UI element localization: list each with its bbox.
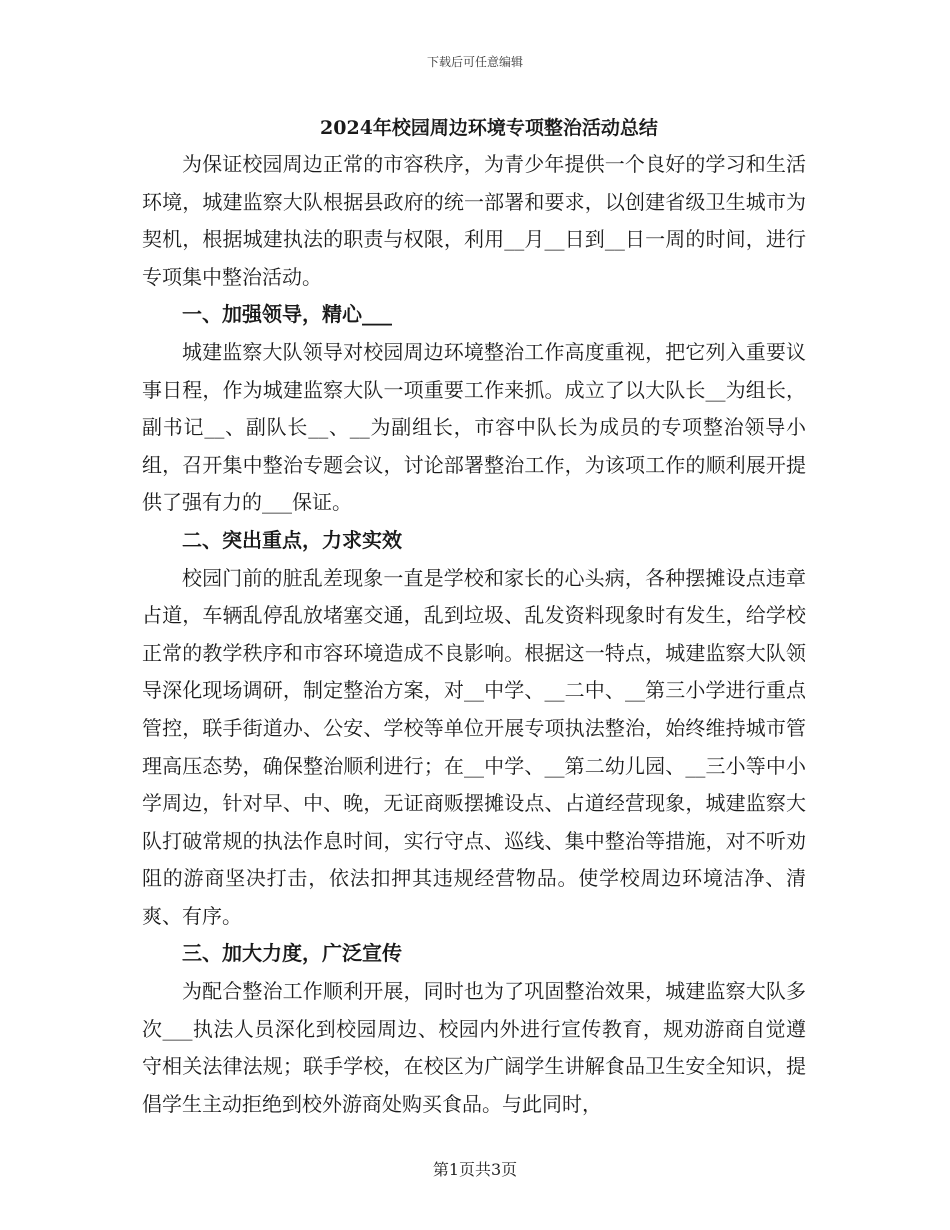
section-heading-2: 二、突出重点，力求实效	[182, 527, 402, 552]
paragraph-intro: 为保证校园周边正常的市容秩序，为青少年提供一个良好的学习和生活环境，城建监察大队根据县政府的统一部署和要求，以创建省级卫生城市为契机，根据城建执法的职责与权限，利用__月__日到__日一周的时间，进行专项集中整治活动。	[142, 152, 806, 289]
section-heading-1: 一、加强领导，精心___	[182, 302, 392, 327]
header-note: 下载后可任意编辑	[426, 55, 523, 69]
paragraph-section-1: 城建监察大队领导对校园周边环境整治工作高度重视，把它列入重要议事日程，作为城建监察大队一项重要工作来抓。成立了以大队长__为组长，副书记__、副队长__、__为副组长，市容中队长为成员的专项整治领导小组，召开集中整治专题会议，讨论部署整治工作，为该项工作的顺利展开提供了强有力的___保证。	[142, 339, 806, 515]
document-body	[142, 110, 806, 1123]
section-heading-3: 三、加大力度，广泛宣传	[182, 941, 402, 966]
paragraph-section-2: 校园门前的脏乱差现象一直是学校和家长的心头病，各种摆摊设点违章占道，车辆乱停乱放堵塞交通，乱到垃圾、乱发资料现象时有发生，给学校正常的教学秩序和市容环境造成不良影响。根据这一特点，城建监察大队领导深化现场调研，制定整治方案，对__中学、__二中、__第三小学进行重点管控，联手街道办、公安、学校等单位开展专项执法整治，始终维持城市管理高压态势，确保整治顺利进行；在__中学、__第二幼儿园、__三小等中小学周边，针对早、中、晚，无证商贩摆摊设点、占道经营现象，城建监察大队打破常规的执法作息时间，实行守点、巡线、集中整治等措施，对不听劝阻的游商坚决打击，依法扣押其违规经营物品。使学校周边环境洁净、清爽、有序。	[142, 565, 806, 928]
paragraph-section-3: 为配合整治工作顺利开展，同时也为了巩固整治效果，城建监察大队多次___执法人员深化到校园周边、校园内外进行宣传教育，规劝游商自觉遵守相关法律法规；联手学校，在校区为广阔学生讲解食品卫生安全知识，提倡学生主动拒绝到校外游商处购买食品。与此同时，	[142, 979, 806, 1116]
page-footer: 第1页共3页	[432, 1160, 518, 1179]
document-title: 2024年校园周边环境专项整治活动总结	[320, 117, 658, 139]
